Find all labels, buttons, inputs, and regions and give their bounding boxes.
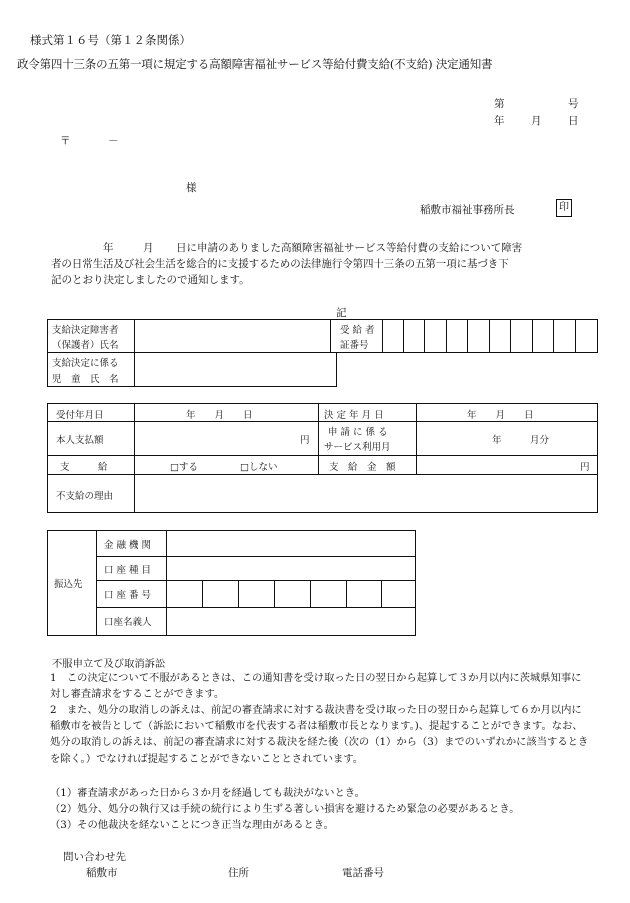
appeal-note-1: 1 この決定について不服があるときは、この通知書を受け取った日の翌日から起算して３か月以内に茨城県知事に対し審査請求をすることができます。: [50, 672, 582, 701]
child-label-line2: 児 童 氏 名: [52, 374, 119, 385]
doc-date-month: 月: [531, 115, 542, 127]
received-date-value: 年 月 日: [186, 410, 253, 421]
person-label-line1: 支給決定障害者: [52, 325, 119, 336]
person-table: [47, 319, 598, 353]
reason-label: 不支給の理由: [56, 491, 114, 502]
contact-phone-label: 電話番号: [342, 867, 384, 879]
seal-mark: 印: [556, 199, 572, 217]
document-title: 政令第四十三条の五第一項に規定する高額障害福祉サービス等給付費支給(不支給) 決定通知書: [17, 57, 493, 71]
payment-yen: 円: [300, 435, 310, 446]
sender-name: 稲敷市福祉事務所長: [420, 204, 515, 216]
child-label-line1: 支給決定に係る: [52, 358, 119, 369]
body-month: 月: [143, 242, 154, 254]
certificate-label-line2: 証番号: [340, 340, 369, 351]
body-line-2: 者の日常生活及び社会生活を総合的に支援するための法律施行令第四十三条の五第一項に基づき下: [51, 258, 509, 270]
postal-mark: 〒: [60, 135, 71, 147]
amount-label: 支 給 金 額: [329, 462, 396, 473]
received-date-label: 受付年月日: [56, 410, 104, 421]
body-line-3: 記のとおり決定しましたので通知します。: [51, 274, 250, 286]
decision-date-label: 決 定 年 月 日: [324, 410, 384, 421]
appeal-sub-3: （3）その他裁決を経ないことにつき正当な理由があるとき。: [50, 819, 334, 831]
contact-address-label: 住所: [228, 867, 249, 879]
body-line-1: 日に申請のありました高額障害福祉サービス等給付費の支給について障害: [176, 242, 523, 254]
doc-number-go: 号: [568, 98, 579, 110]
person-label-line2: （保護者）氏名: [52, 340, 119, 351]
bank-section-label: 振込先: [54, 579, 83, 590]
bank-table: [47, 530, 416, 636]
amount-yen: 円: [580, 462, 590, 473]
addressee-honorific: 様: [186, 182, 197, 194]
contact-heading: 問い合わせ先: [63, 851, 126, 863]
form-number: 様式第１６号（第１２条関係）: [30, 33, 191, 47]
service-month-label-line1: 申 請 に 係 る: [328, 427, 388, 438]
postal-dash: －: [108, 135, 119, 147]
bank-institution-label: 金 融 機 関: [104, 540, 152, 551]
contact-org: 稲敷市: [86, 867, 118, 879]
payout-label: 支 給: [60, 462, 108, 473]
body-year: 年: [103, 242, 114, 254]
appeal-sub-1: （1）審査請求があった日から３か月を経過しても裁決がないとき。: [50, 787, 365, 799]
bank-account-holder-label: 口座名義人: [104, 617, 152, 628]
bank-account-type-label: 口 座 種 目: [104, 565, 152, 576]
service-month-label-line2: サービス利用月: [324, 442, 391, 453]
doc-date-year: 年: [494, 115, 505, 127]
payout-option-no[interactable]: □しない: [240, 462, 278, 473]
payment-label: 本人支払額: [56, 435, 104, 446]
ki-heading: 記: [336, 307, 347, 319]
decision-date-value: 年 月 日: [467, 410, 534, 421]
doc-number-dai: 第: [494, 98, 505, 110]
certificate-label-line1: 受 給 者: [340, 325, 375, 336]
service-month-value: 年 月分: [492, 435, 550, 446]
appeal-sub-2: （2）処分、処分の執行又は手続の続行により生ずる著しい損害を避けるため緊急の必要があるとき。: [50, 803, 520, 815]
bank-account-number-label: 口 座 番 号: [104, 590, 152, 601]
appeal-note-2: 2 また、処分の取消しの訴えは、前記の審査請求に対する裁決書を受け取った日の翌日から起算して６か月以内に稲敷市を被告として（訴訟において稲敷市を代表する者は稲敷市長となります。)、提起することができます。なお、処分の取消しの訴えは、前記の審査請求に対する裁決を経た後（次の（1）から（3）までのいずれかに該当するときを除く。）でなければ提起することができないこととされています。: [50, 704, 589, 765]
doc-date-day: 日: [568, 115, 579, 127]
appeal-heading: 不服申立て及び取消訴訟: [52, 658, 166, 670]
payout-option-yes[interactable]: □する: [170, 462, 198, 473]
